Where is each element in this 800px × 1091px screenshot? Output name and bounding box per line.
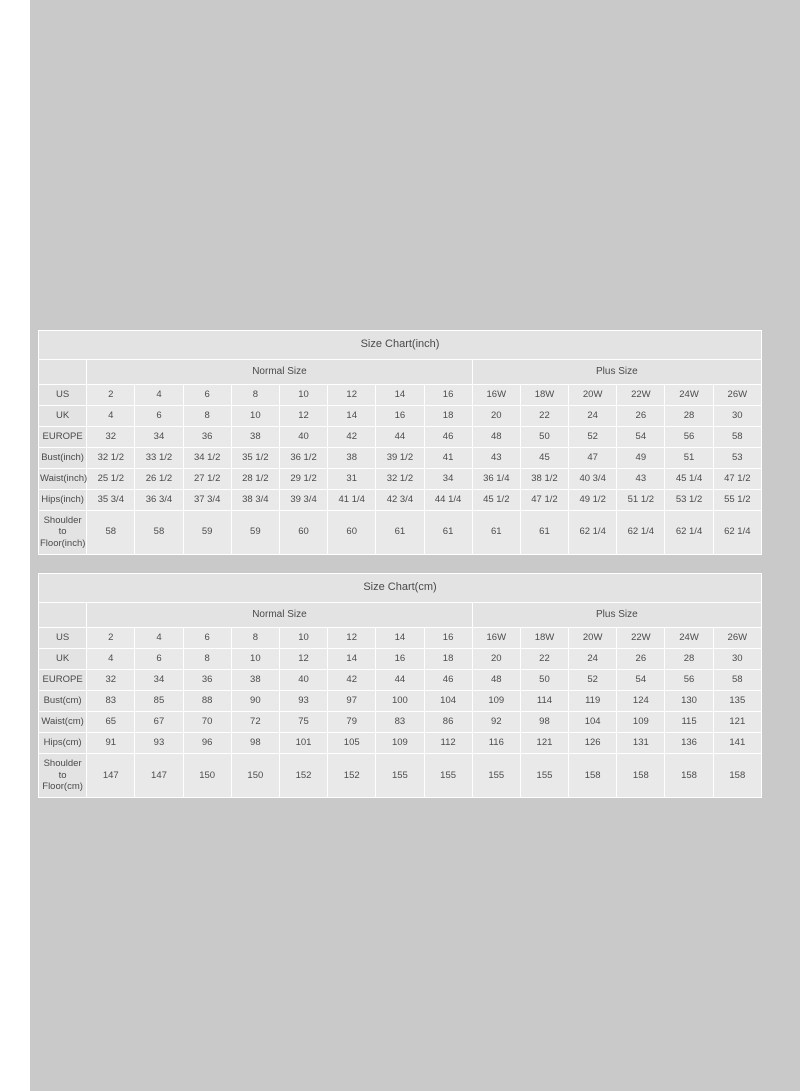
cell: 41 xyxy=(424,447,472,468)
cell: 20W xyxy=(569,628,617,649)
cell: 10 xyxy=(279,628,327,649)
cell: 49 1/2 xyxy=(569,489,617,510)
cell: 60 xyxy=(279,510,327,555)
size-chart-inch-title: Size Chart(inch) xyxy=(39,331,762,360)
cell: 41 1/4 xyxy=(328,489,376,510)
cell: 55 1/2 xyxy=(713,489,761,510)
cell: 16 xyxy=(376,406,424,427)
cell: 58 xyxy=(713,427,761,448)
cell: 83 xyxy=(87,691,135,712)
group-normal-size: Normal Size xyxy=(87,359,473,385)
cell: 59 xyxy=(231,510,279,555)
table-title-row xyxy=(39,331,762,360)
cell: 39 3/4 xyxy=(279,489,327,510)
cell: 38 xyxy=(328,447,376,468)
cell: 43 xyxy=(472,447,520,468)
cell: 40 3/4 xyxy=(569,468,617,489)
cell: 18 xyxy=(424,649,472,670)
cell: 61 xyxy=(424,510,472,555)
row-header-uk: UK xyxy=(39,649,87,670)
cell: 22 xyxy=(520,406,568,427)
cell: 114 xyxy=(520,691,568,712)
cell: 59 xyxy=(183,510,231,555)
cell: 48 xyxy=(472,427,520,448)
cell: 4 xyxy=(87,406,135,427)
cell: 121 xyxy=(713,711,761,732)
size-chart-cm-table xyxy=(38,573,762,798)
cell: 62 1/4 xyxy=(617,510,665,555)
cell: 4 xyxy=(87,649,135,670)
cell: 150 xyxy=(231,753,279,798)
row-header-bust: Bust(cm) xyxy=(39,691,87,712)
cell: 32 1/2 xyxy=(87,447,135,468)
cell: 62 1/4 xyxy=(713,510,761,555)
cell: 75 xyxy=(279,711,327,732)
cell: 14 xyxy=(376,385,424,406)
cell: 6 xyxy=(135,649,183,670)
cell: 121 xyxy=(520,732,568,753)
row-header-us: US xyxy=(39,385,87,406)
cell: 36 xyxy=(183,427,231,448)
cell: 44 xyxy=(376,427,424,448)
cell: 104 xyxy=(424,691,472,712)
cell: 28 1/2 xyxy=(231,468,279,489)
cell: 65 xyxy=(87,711,135,732)
cell: 16W xyxy=(472,628,520,649)
cell: 79 xyxy=(328,711,376,732)
cell: 58 xyxy=(135,510,183,555)
cell: 25 1/2 xyxy=(87,468,135,489)
cell: 98 xyxy=(520,711,568,732)
cell: 6 xyxy=(183,628,231,649)
row-header-hips: Hips(inch) xyxy=(39,489,87,510)
cell: 18W xyxy=(520,628,568,649)
cell: 20 xyxy=(472,406,520,427)
cell: 155 xyxy=(376,753,424,798)
row-header-waist: Waist(inch) xyxy=(39,468,87,489)
cell: 6 xyxy=(135,406,183,427)
table-row xyxy=(39,732,762,753)
size-chart-inch-table xyxy=(38,330,762,555)
cell: 14 xyxy=(328,406,376,427)
cell: 20 xyxy=(472,649,520,670)
table-row xyxy=(39,385,762,406)
cell: 28 xyxy=(665,649,713,670)
cell: 6 xyxy=(183,385,231,406)
cell: 38 xyxy=(231,670,279,691)
group-plus-size: Plus Size xyxy=(472,602,761,628)
cell: 34 xyxy=(424,468,472,489)
table-row xyxy=(39,447,762,468)
cell: 61 xyxy=(472,510,520,555)
cell: 96 xyxy=(183,732,231,753)
cell: 29 1/2 xyxy=(279,468,327,489)
cell: 32 xyxy=(87,427,135,448)
cell: 72 xyxy=(231,711,279,732)
cell: 85 xyxy=(135,691,183,712)
chart-separator xyxy=(38,555,762,573)
cell: 20W xyxy=(569,385,617,406)
cell: 40 xyxy=(279,427,327,448)
row-header-shoulder-to-floor: Shoulder to Floor(inch) xyxy=(39,510,87,555)
table-row xyxy=(39,691,762,712)
row-header-waist: Waist(cm) xyxy=(39,711,87,732)
size-chart-cm-title: Size Chart(cm) xyxy=(39,574,762,603)
cell: 60 xyxy=(328,510,376,555)
corner-cell xyxy=(39,359,87,385)
cell: 26W xyxy=(713,628,761,649)
cell: 104 xyxy=(569,711,617,732)
cell: 44 xyxy=(376,670,424,691)
cell: 130 xyxy=(665,691,713,712)
cell: 12 xyxy=(279,406,327,427)
cell: 147 xyxy=(135,753,183,798)
cell: 101 xyxy=(279,732,327,753)
table-row xyxy=(39,753,762,798)
cell: 22W xyxy=(617,385,665,406)
cell: 30 xyxy=(713,406,761,427)
cell: 36 3/4 xyxy=(135,489,183,510)
cell: 126 xyxy=(569,732,617,753)
cell: 36 xyxy=(183,670,231,691)
row-header-europe: EUROPE xyxy=(39,670,87,691)
cell: 53 1/2 xyxy=(665,489,713,510)
cell: 131 xyxy=(617,732,665,753)
cell: 58 xyxy=(713,670,761,691)
cell: 8 xyxy=(231,628,279,649)
cell: 46 xyxy=(424,670,472,691)
cell: 16W xyxy=(472,385,520,406)
table-row xyxy=(39,510,762,555)
cell: 32 xyxy=(87,670,135,691)
cell: 56 xyxy=(665,427,713,448)
cell: 105 xyxy=(328,732,376,753)
cell: 61 xyxy=(376,510,424,555)
cell: 136 xyxy=(665,732,713,753)
row-header-uk: UK xyxy=(39,406,87,427)
cell: 52 xyxy=(569,427,617,448)
cell: 147 xyxy=(87,753,135,798)
cell: 155 xyxy=(472,753,520,798)
cell: 40 xyxy=(279,670,327,691)
cell: 16 xyxy=(424,628,472,649)
row-header-shoulder-to-floor: Shoulder to Floor(cm) xyxy=(39,753,87,798)
row-header-hips: Hips(cm) xyxy=(39,732,87,753)
cell: 26W xyxy=(713,385,761,406)
cell: 158 xyxy=(713,753,761,798)
cell: 45 xyxy=(520,447,568,468)
cell: 155 xyxy=(424,753,472,798)
cell: 10 xyxy=(231,406,279,427)
cell: 36 1/4 xyxy=(472,468,520,489)
cell: 86 xyxy=(424,711,472,732)
cell: 141 xyxy=(713,732,761,753)
cell: 12 xyxy=(328,628,376,649)
group-plus-size: Plus Size xyxy=(472,359,761,385)
row-header-us: US xyxy=(39,628,87,649)
cell: 24W xyxy=(665,628,713,649)
cell: 91 xyxy=(87,732,135,753)
cell: 50 xyxy=(520,670,568,691)
cell: 119 xyxy=(569,691,617,712)
table-row xyxy=(39,427,762,448)
cell: 42 xyxy=(328,427,376,448)
table-row xyxy=(39,489,762,510)
cell: 112 xyxy=(424,732,472,753)
cell: 36 1/2 xyxy=(279,447,327,468)
cell: 12 xyxy=(279,649,327,670)
cell: 109 xyxy=(472,691,520,712)
cell: 158 xyxy=(617,753,665,798)
cell: 93 xyxy=(135,732,183,753)
cell: 14 xyxy=(376,628,424,649)
cell: 45 1/2 xyxy=(472,489,520,510)
cell: 2 xyxy=(87,385,135,406)
cell: 37 3/4 xyxy=(183,489,231,510)
cell: 62 1/4 xyxy=(665,510,713,555)
size-charts-container xyxy=(38,330,762,798)
cell: 109 xyxy=(376,732,424,753)
cell: 67 xyxy=(135,711,183,732)
cell: 150 xyxy=(183,753,231,798)
table-row xyxy=(39,711,762,732)
cell: 26 xyxy=(617,649,665,670)
cell: 32 1/2 xyxy=(376,468,424,489)
cell: 56 xyxy=(665,670,713,691)
cell: 34 xyxy=(135,427,183,448)
cell: 158 xyxy=(665,753,713,798)
cell: 45 1/4 xyxy=(665,468,713,489)
cell: 48 xyxy=(472,670,520,691)
cell: 34 xyxy=(135,670,183,691)
cell: 62 1/4 xyxy=(569,510,617,555)
cell: 47 xyxy=(569,447,617,468)
cell: 44 1/4 xyxy=(424,489,472,510)
cell: 52 xyxy=(569,670,617,691)
cell: 92 xyxy=(472,711,520,732)
cell: 22W xyxy=(617,628,665,649)
cell: 30 xyxy=(713,649,761,670)
row-header-bust: Bust(inch) xyxy=(39,447,87,468)
cell: 42 xyxy=(328,670,376,691)
table-row xyxy=(39,670,762,691)
cell: 115 xyxy=(665,711,713,732)
cell: 12 xyxy=(328,385,376,406)
cell: 116 xyxy=(472,732,520,753)
cell: 26 1/2 xyxy=(135,468,183,489)
cell: 16 xyxy=(376,649,424,670)
row-header-europe: EUROPE xyxy=(39,427,87,448)
cell: 28 xyxy=(665,406,713,427)
cell: 34 1/2 xyxy=(183,447,231,468)
cell: 39 1/2 xyxy=(376,447,424,468)
cell: 54 xyxy=(617,427,665,448)
cell: 22 xyxy=(520,649,568,670)
cell: 27 1/2 xyxy=(183,468,231,489)
cell: 2 xyxy=(87,628,135,649)
cell: 33 1/2 xyxy=(135,447,183,468)
cell: 24W xyxy=(665,385,713,406)
cell: 50 xyxy=(520,427,568,448)
cell: 46 xyxy=(424,427,472,448)
cell: 8 xyxy=(183,649,231,670)
cell: 155 xyxy=(520,753,568,798)
cell: 49 xyxy=(617,447,665,468)
cell: 42 3/4 xyxy=(376,489,424,510)
cell: 51 1/2 xyxy=(617,489,665,510)
cell: 100 xyxy=(376,691,424,712)
corner-cell xyxy=(39,602,87,628)
cell: 135 xyxy=(713,691,761,712)
cell: 10 xyxy=(231,649,279,670)
group-normal-size: Normal Size xyxy=(87,602,473,628)
cell: 152 xyxy=(279,753,327,798)
cell: 35 1/2 xyxy=(231,447,279,468)
cell: 61 xyxy=(520,510,568,555)
cell: 18W xyxy=(520,385,568,406)
cell: 70 xyxy=(183,711,231,732)
cell: 8 xyxy=(183,406,231,427)
cell: 4 xyxy=(135,385,183,406)
cell: 47 1/2 xyxy=(520,489,568,510)
cell: 24 xyxy=(569,406,617,427)
cell: 31 xyxy=(328,468,376,489)
table-group-row xyxy=(39,602,762,628)
cell: 35 3/4 xyxy=(87,489,135,510)
table-row xyxy=(39,628,762,649)
cell: 53 xyxy=(713,447,761,468)
cell: 90 xyxy=(231,691,279,712)
cell: 58 xyxy=(87,510,135,555)
cell: 38 xyxy=(231,427,279,448)
cell: 18 xyxy=(424,406,472,427)
cell: 83 xyxy=(376,711,424,732)
cell: 97 xyxy=(328,691,376,712)
cell: 93 xyxy=(279,691,327,712)
cell: 16 xyxy=(424,385,472,406)
table-group-row xyxy=(39,359,762,385)
cell: 51 xyxy=(665,447,713,468)
cell: 54 xyxy=(617,670,665,691)
table-row xyxy=(39,468,762,489)
cell: 26 xyxy=(617,406,665,427)
cell: 158 xyxy=(569,753,617,798)
cell: 38 3/4 xyxy=(231,489,279,510)
cell: 152 xyxy=(328,753,376,798)
cell: 98 xyxy=(231,732,279,753)
table-row xyxy=(39,649,762,670)
cell: 124 xyxy=(617,691,665,712)
table-title-row xyxy=(39,574,762,603)
cell: 43 xyxy=(617,468,665,489)
cell: 8 xyxy=(231,385,279,406)
table-row xyxy=(39,406,762,427)
cell: 10 xyxy=(279,385,327,406)
cell: 38 1/2 xyxy=(520,468,568,489)
cell: 47 1/2 xyxy=(713,468,761,489)
cell: 109 xyxy=(617,711,665,732)
cell: 88 xyxy=(183,691,231,712)
cell: 14 xyxy=(328,649,376,670)
cell: 4 xyxy=(135,628,183,649)
cell: 24 xyxy=(569,649,617,670)
